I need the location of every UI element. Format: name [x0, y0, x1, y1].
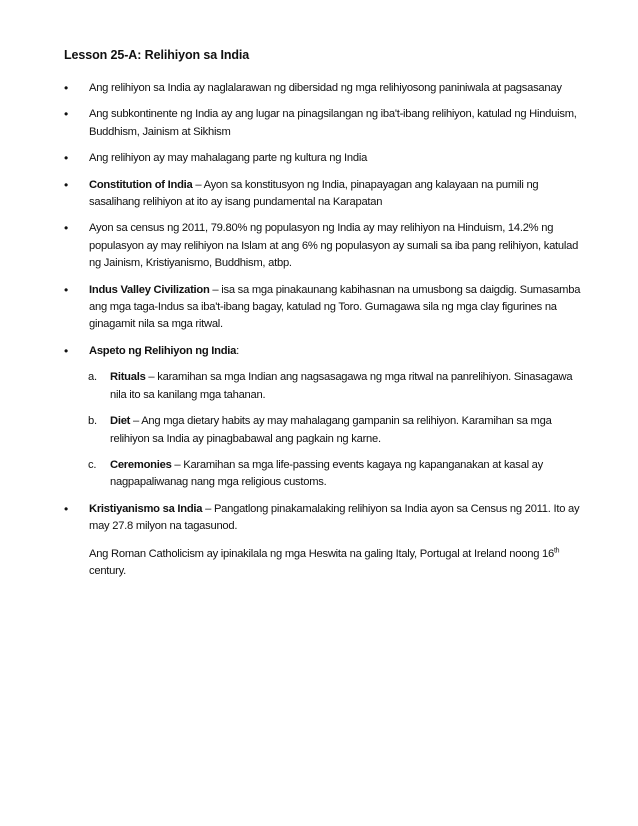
- bullet-text: Ayon sa census ng 2011, 79.80% ng populasyon ng India ay may relihiyon na Hinduism, 14.2% ng populasyon ay may relihiyon na Islam at ang 6% ng populasyon ay sumali sa iba pang relihiyon, katulad ng Jainism, Kristiyanismo, Buddhism, atbp.: [89, 222, 579, 270]
- bullet-term: Kristiyanismo sa India: [89, 502, 203, 515]
- bullet-text: Ang subkontinente ng India ay ang lugar na pinagsilangan ng iba't-ibang relihiyon, katulad ng Hinduism, Buddhism, Jainism at Sikhism: [89, 108, 577, 138]
- bullet-icon: •: [64, 343, 68, 358]
- sub-item-term: Rituals: [110, 371, 146, 384]
- sub-item-letter: a.: [88, 371, 97, 384]
- closing-paragraph: [89, 546, 584, 581]
- bullet-icon: •: [64, 151, 68, 166]
- bullet-item-4: [64, 177, 584, 212]
- sub-item-term: Ceremonies: [110, 458, 172, 471]
- sub-item-a: [64, 369, 584, 404]
- sub-item-text: – Ang mga dietary habits ay may mahalagang gampanin sa relihiyon. Karamihan sa mga relihiyon sa India ay pinagbabawal ang pagkain ng karne.: [110, 415, 552, 445]
- bullet-text: – Pangatlong pinakamalaking relihiyon sa India ayon sa Census ng 2011. Ito ay may 27.8 milyon na tagasunod.: [89, 502, 580, 533]
- bullet-icon: •: [64, 501, 68, 516]
- bullet-text: – isa sa mga pinakaunang kabihasnan na umusbong sa daigdig. Sumasamba ang mga taga-Indus sa iba't-ibang bagay, katulad ng Toro. Gumagawa sila ng mga clay figurines na ginagamit nila sa mga ritwal.: [89, 283, 581, 331]
- sub-item-term: Diet: [110, 415, 131, 428]
- bullet-item-3: [64, 150, 584, 167]
- sub-item-text: – karamihan sa mga Indian ang nagsasagawa ng mga ritwal na panrelihiyon. Sinasagawa nila ito sa kanilang mga tahanan.: [110, 371, 573, 401]
- bullet-text: – Ayon sa konstitusyon ng India, pinapayagan ang kalayaan na pumili ng sasalihang relihiyon at ito ay isang pundamental na Karapatan: [89, 178, 539, 209]
- bullet-item-2: [64, 106, 584, 141]
- bullet-icon: •: [64, 107, 68, 122]
- bullet-list: [64, 80, 584, 589]
- sub-item-c: [64, 457, 584, 492]
- closing-text-end: century.: [89, 564, 126, 577]
- bullet-item-8: [64, 501, 584, 581]
- bullet-text: Ang relihiyon ay may mahalagang parte ng kultura ng India: [89, 152, 368, 165]
- ordinal-suffix: th: [553, 546, 560, 554]
- bullet-icon: •: [64, 221, 68, 236]
- lesson-title: Lesson 25-A: Relihiyon sa India: [64, 48, 250, 62]
- bullet-text: :: [236, 344, 239, 357]
- bullet-item-1: [64, 80, 584, 97]
- bullet-term: Indus Valley Civilization: [89, 283, 210, 296]
- bullet-item-5: [64, 220, 584, 272]
- sub-item-b: [64, 413, 584, 448]
- sub-item-text: – Karamihan sa mga life-passing events kagaya ng kapanganakan at kasal ay nagpapaliwanag nang mga religious customs.: [110, 458, 543, 489]
- bullet-icon: •: [64, 282, 68, 297]
- closing-text: Ang Roman Catholicism ay ipinakilala ng mga Heswita na galing Italy, Portugal at Ireland noong 16: [89, 547, 554, 560]
- bullet-icon: •: [64, 177, 68, 192]
- sub-item-letter: b.: [88, 415, 97, 428]
- bullet-icon: •: [64, 81, 68, 95]
- bullet-term: Constitution of India: [89, 178, 193, 191]
- sub-item-letter: c.: [88, 458, 97, 471]
- bullet-item-6: [64, 282, 584, 334]
- bullet-term: Aspeto ng Relihiyon ng India: [89, 344, 237, 357]
- bullet-item-7: [64, 343, 584, 360]
- bullet-text: Ang relihiyon sa India ay naglalarawan ng dibersidad ng mga relihiyosong paniniwala at pagsasanay: [89, 82, 562, 94]
